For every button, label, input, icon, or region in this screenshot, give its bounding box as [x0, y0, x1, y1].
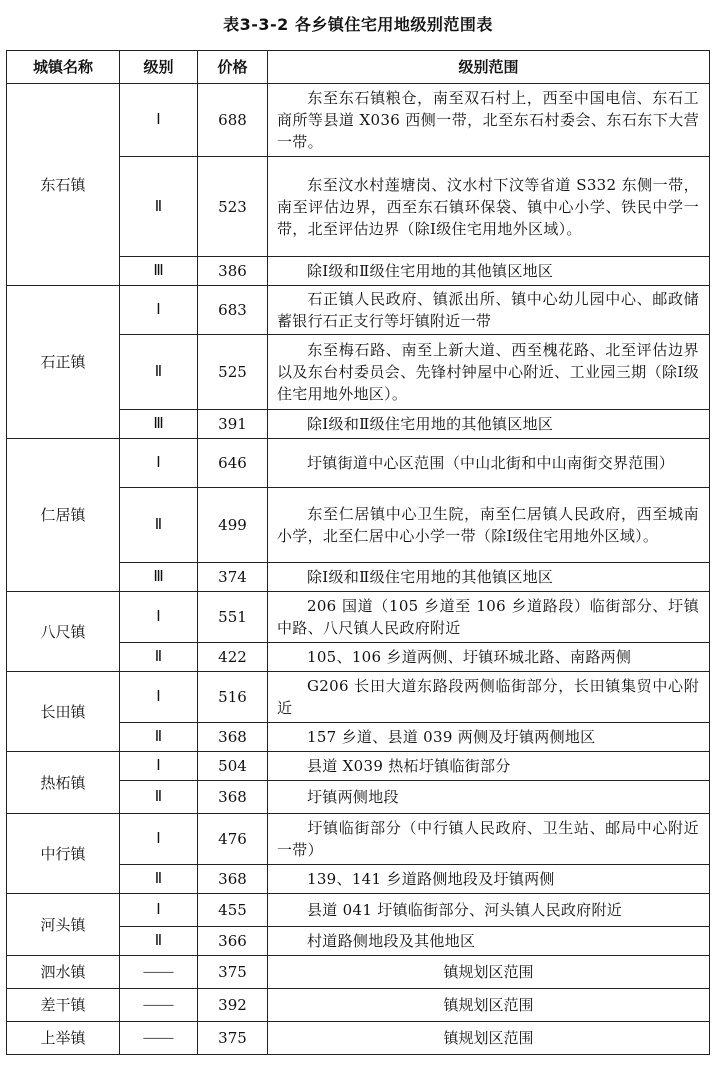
- town-name: 中行镇: [7, 814, 120, 894]
- range-cell: 村道路侧地段及其他地区: [268, 927, 710, 956]
- price-cell: 646: [198, 439, 268, 488]
- table-title: 表3-3-2 各乡镇住宅用地级别范围表: [223, 15, 493, 34]
- level-cell: Ⅱ: [120, 865, 198, 894]
- town-name: 河头镇: [7, 894, 120, 956]
- price-cell: 368: [198, 781, 268, 814]
- table-row: [7, 84, 710, 157]
- level-cell: Ⅱ: [120, 335, 198, 410]
- price-cell: 391: [198, 410, 268, 439]
- level-cell: Ⅲ: [120, 563, 198, 592]
- table-row: [7, 672, 710, 723]
- range-cell: 除Ⅰ级和Ⅱ级住宅用地的其他镇区地区: [268, 257, 710, 286]
- price-cell: 525: [198, 335, 268, 410]
- level-cell: Ⅱ: [120, 723, 198, 752]
- price-cell: 499: [198, 488, 268, 563]
- range-cell: 除Ⅰ级和Ⅱ级住宅用地的其他镇区地区: [268, 563, 710, 592]
- level-cell: Ⅱ: [120, 643, 198, 672]
- range-cell: 县道 X039 热柘圩镇临街部分: [268, 752, 710, 781]
- price-cell: 551: [198, 592, 268, 643]
- table-row: [7, 286, 710, 335]
- residential-land-grade-table: [6, 50, 710, 1055]
- table-row: [7, 956, 710, 989]
- range-cell: 东至东石镇粮仓，南至双石村上，西至中国电信、东石工商所等县道 X036 西侧一带，北至东石村委会、东石东下大营一带。: [268, 84, 710, 157]
- town-name: 长田镇: [7, 672, 120, 752]
- price-cell: 392: [198, 989, 268, 1022]
- level-cell: Ⅲ: [120, 257, 198, 286]
- table-row: [7, 592, 710, 643]
- table-row: [7, 894, 710, 927]
- table-row: [7, 752, 710, 781]
- level-cell: Ⅲ: [120, 410, 198, 439]
- level-cell: ——: [120, 1022, 198, 1055]
- table-row: [7, 989, 710, 1022]
- price-cell: 386: [198, 257, 268, 286]
- range-cell: 139、141 乡道路侧地段及圩镇两侧: [268, 865, 710, 894]
- town-name: 差干镇: [7, 989, 120, 1022]
- range-cell: 东至仁居镇中心卫生院，南至仁居镇人民政府，西至城南小学，北至仁居中心小学一带（除Ⅰ级住宅用地外区域）。: [268, 488, 710, 563]
- price-cell: 516: [198, 672, 268, 723]
- price-cell: 375: [198, 1022, 268, 1055]
- range-cell: 东至汶水村莲塘岗、汶水村下汶等省道 S332 东侧一带，南至评估边界，西至东石镇环保袋、镇中心小学、铁民中学一带，北至评估边界（除Ⅰ级住宅用地外区域）。: [268, 157, 710, 257]
- price-cell: 368: [198, 865, 268, 894]
- price-cell: 375: [198, 956, 268, 989]
- price-cell: 523: [198, 157, 268, 257]
- range-cell: 除Ⅰ级和Ⅱ级住宅用地的其他镇区地区: [268, 410, 710, 439]
- price-cell: 366: [198, 927, 268, 956]
- level-cell: Ⅱ: [120, 157, 198, 257]
- price-cell: 683: [198, 286, 268, 335]
- price-cell: 455: [198, 894, 268, 927]
- range-cell: 镇规划区范围: [268, 956, 710, 989]
- level-cell: Ⅰ: [120, 439, 198, 488]
- header-price: 价格: [198, 51, 268, 84]
- town-name: 八尺镇: [7, 592, 120, 672]
- level-cell: ——: [120, 989, 198, 1022]
- town-name: 热柘镇: [7, 752, 120, 814]
- range-cell: 圩镇临街部分（中行镇人民政府、卫生站、邮局中心附近一带）: [268, 814, 710, 865]
- range-cell: 157 乡道、县道 039 两侧及圩镇两侧地区: [268, 723, 710, 752]
- level-cell: Ⅰ: [120, 894, 198, 927]
- town-name: 东石镇: [7, 84, 120, 286]
- level-cell: ——: [120, 956, 198, 989]
- level-cell: Ⅰ: [120, 84, 198, 157]
- town-name: 上举镇: [7, 1022, 120, 1055]
- level-cell: Ⅰ: [120, 752, 198, 781]
- level-cell: Ⅰ: [120, 286, 198, 335]
- table-row: [7, 814, 710, 865]
- price-cell: 374: [198, 563, 268, 592]
- price-cell: 688: [198, 84, 268, 157]
- level-cell: Ⅰ: [120, 672, 198, 723]
- range-cell: 镇规划区范围: [268, 989, 710, 1022]
- header-level: 级别: [120, 51, 198, 84]
- table-row: [7, 439, 710, 488]
- range-cell: 石正镇人民政府、镇派出所、镇中心幼儿园中心、邮政储蓄银行石正支行等圩镇附近一带: [268, 286, 710, 335]
- header-row: [7, 51, 710, 84]
- range-cell: 东至梅石路、南至上新大道、西至槐花路、北至评估边界以及东台村委员会、先锋村钟屋中心附近、工业园三期（除Ⅰ级住宅用地外地区）。: [268, 335, 710, 410]
- level-cell: Ⅱ: [120, 488, 198, 563]
- table-row: [7, 1022, 710, 1055]
- price-cell: 422: [198, 643, 268, 672]
- price-cell: 368: [198, 723, 268, 752]
- price-cell: 476: [198, 814, 268, 865]
- level-cell: Ⅰ: [120, 592, 198, 643]
- level-cell: Ⅰ: [120, 814, 198, 865]
- range-cell: 105、106 乡道两侧、圩镇环城北路、南路两侧: [268, 643, 710, 672]
- level-cell: Ⅱ: [120, 781, 198, 814]
- level-cell: Ⅱ: [120, 927, 198, 956]
- town-name: 仁居镇: [7, 439, 120, 592]
- header-town-name: 城镇名称: [7, 51, 120, 84]
- town-name: 石正镇: [7, 286, 120, 439]
- range-cell: 圩镇街道中心区范围（中山北街和中山南街交界范围）: [268, 439, 710, 488]
- town-name: 泗水镇: [7, 956, 120, 989]
- range-cell: 县道 041 圩镇临街部分、河头镇人民政府附近: [268, 894, 710, 927]
- header-range: 级别范围: [268, 51, 710, 84]
- range-cell: 镇规划区范围: [268, 1022, 710, 1055]
- price-cell: 504: [198, 752, 268, 781]
- range-cell: G206 长田大道东路段两侧临街部分，长田镇集贸中心附近: [268, 672, 710, 723]
- range-cell: 圩镇两侧地段: [268, 781, 710, 814]
- range-cell: 206 国道（105 乡道至 106 乡道路段）临街部分、圩镇中路、八尺镇人民政府附近: [268, 592, 710, 643]
